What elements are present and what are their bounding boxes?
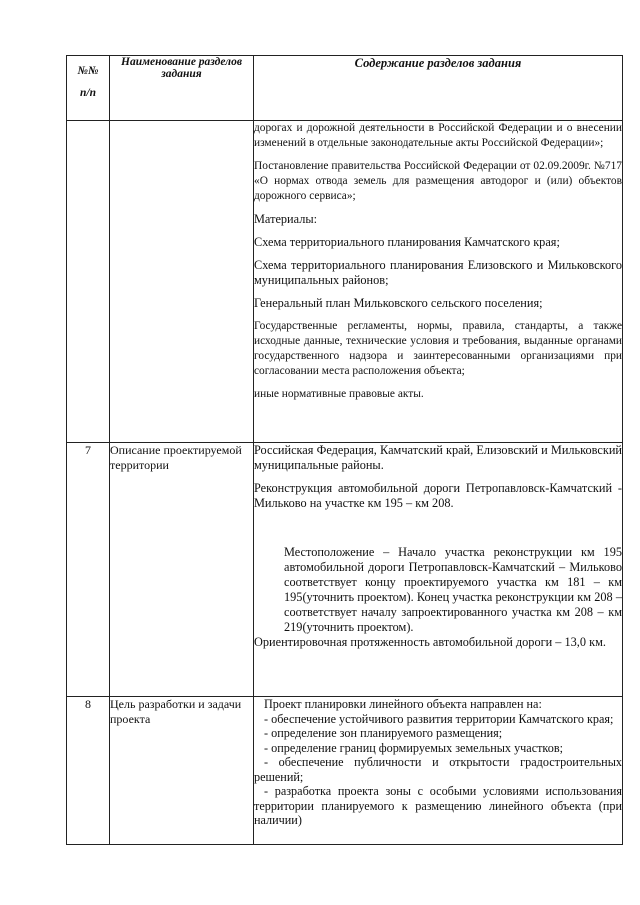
row-name: Цель разработки и задачи проекта	[110, 697, 254, 845]
content-paragraph: Реконструкция автомобильной дороги Петропавловск-Камчатский - Мильково на участке км 195 – км 208.	[254, 481, 622, 510]
header-row	[67, 56, 623, 121]
row-name: Описание проектируемой территории	[110, 443, 254, 697]
content-paragraph: Схема территориального планирования Елизовского и Мильковского муниципальных районов;	[254, 258, 622, 287]
table-row-continued	[67, 121, 623, 443]
requirements-table	[66, 55, 623, 845]
table-row-8	[67, 697, 623, 845]
header-num-line1: №№	[77, 65, 99, 77]
header-num	[67, 56, 110, 121]
row-number: 7	[67, 443, 110, 697]
cell-content-continued	[254, 121, 623, 443]
header-num-line2: п/п	[80, 87, 96, 99]
content-paragraph: дорогах и дорожной деятельности в Российской Федерации и о внесении изменений в отдельные законодательные акты Российской Федерации»;	[254, 122, 622, 149]
table-row-7	[67, 443, 623, 697]
content-paragraph: иные нормативные правовые акты.	[254, 388, 424, 400]
content-paragraph: Ориентировочная протяженность автомобильной дороги – 13,0 км.	[254, 635, 606, 649]
content-paragraph: - обеспечение устойчивого развития территории Камчатского края;	[264, 711, 614, 726]
row-number: 8	[67, 697, 110, 845]
content-paragraph: - определение зон планируемого размещения;	[264, 726, 503, 740]
content-paragraph: Местоположение – Начало участка реконструкции км 195 автомобильной дороги Петропавловск-Камчатский – Мильково соответствует концу проектируемого участка км 181 – км 195(уточнить проектом). Конец участка реконструкции км 208 – соответствует началу запроектированного участка км 208 – км 219(уточнить проектом).	[284, 545, 622, 634]
content-paragraph: - определение границ формируемых земельных участков;	[264, 740, 563, 755]
row-content	[254, 697, 623, 845]
content-paragraph: Постановление правительства Российской Федерации от 02.09.2009г. №717 «О нормах отвода земель для размещения автодорог и (или) объектов дорожного сервиса»;	[254, 160, 622, 202]
content-paragraph: Проект планировки линейного объекта направлен на:	[264, 697, 542, 711]
content-paragraph: - обеспечение публичности и открытости градостроительных решений;	[254, 755, 622, 784]
content-paragraph: Материалы:	[254, 212, 318, 226]
content-paragraph: Государственные регламенты, нормы, правила, стандарты, а также исходные данные, технические условия и требования, выданные органами государственного надзора и заинтересованными организациями при согласовании места расположения объекта;	[254, 320, 622, 377]
content-paragraph: Схема территориального планирования Камчатского края;	[254, 235, 560, 249]
cell-name-empty	[110, 121, 254, 443]
content-paragraph: Российская Федерация, Камчатский край, Елизовский и Мильковский муниципальные районы.	[254, 443, 622, 472]
header-content: Содержание разделов задания	[254, 56, 623, 121]
content-paragraph: Генеральный план Мильковского сельского поселения;	[254, 296, 543, 310]
header-name: Наименование разделов задания	[110, 56, 254, 121]
content-paragraph: - разработка проекта зоны с особыми условиями использования территории планируемого к размещению линейного объекта (при наличии)	[254, 784, 622, 827]
row-content	[254, 443, 623, 697]
cell-num-empty	[67, 121, 110, 443]
spacer	[254, 519, 622, 545]
